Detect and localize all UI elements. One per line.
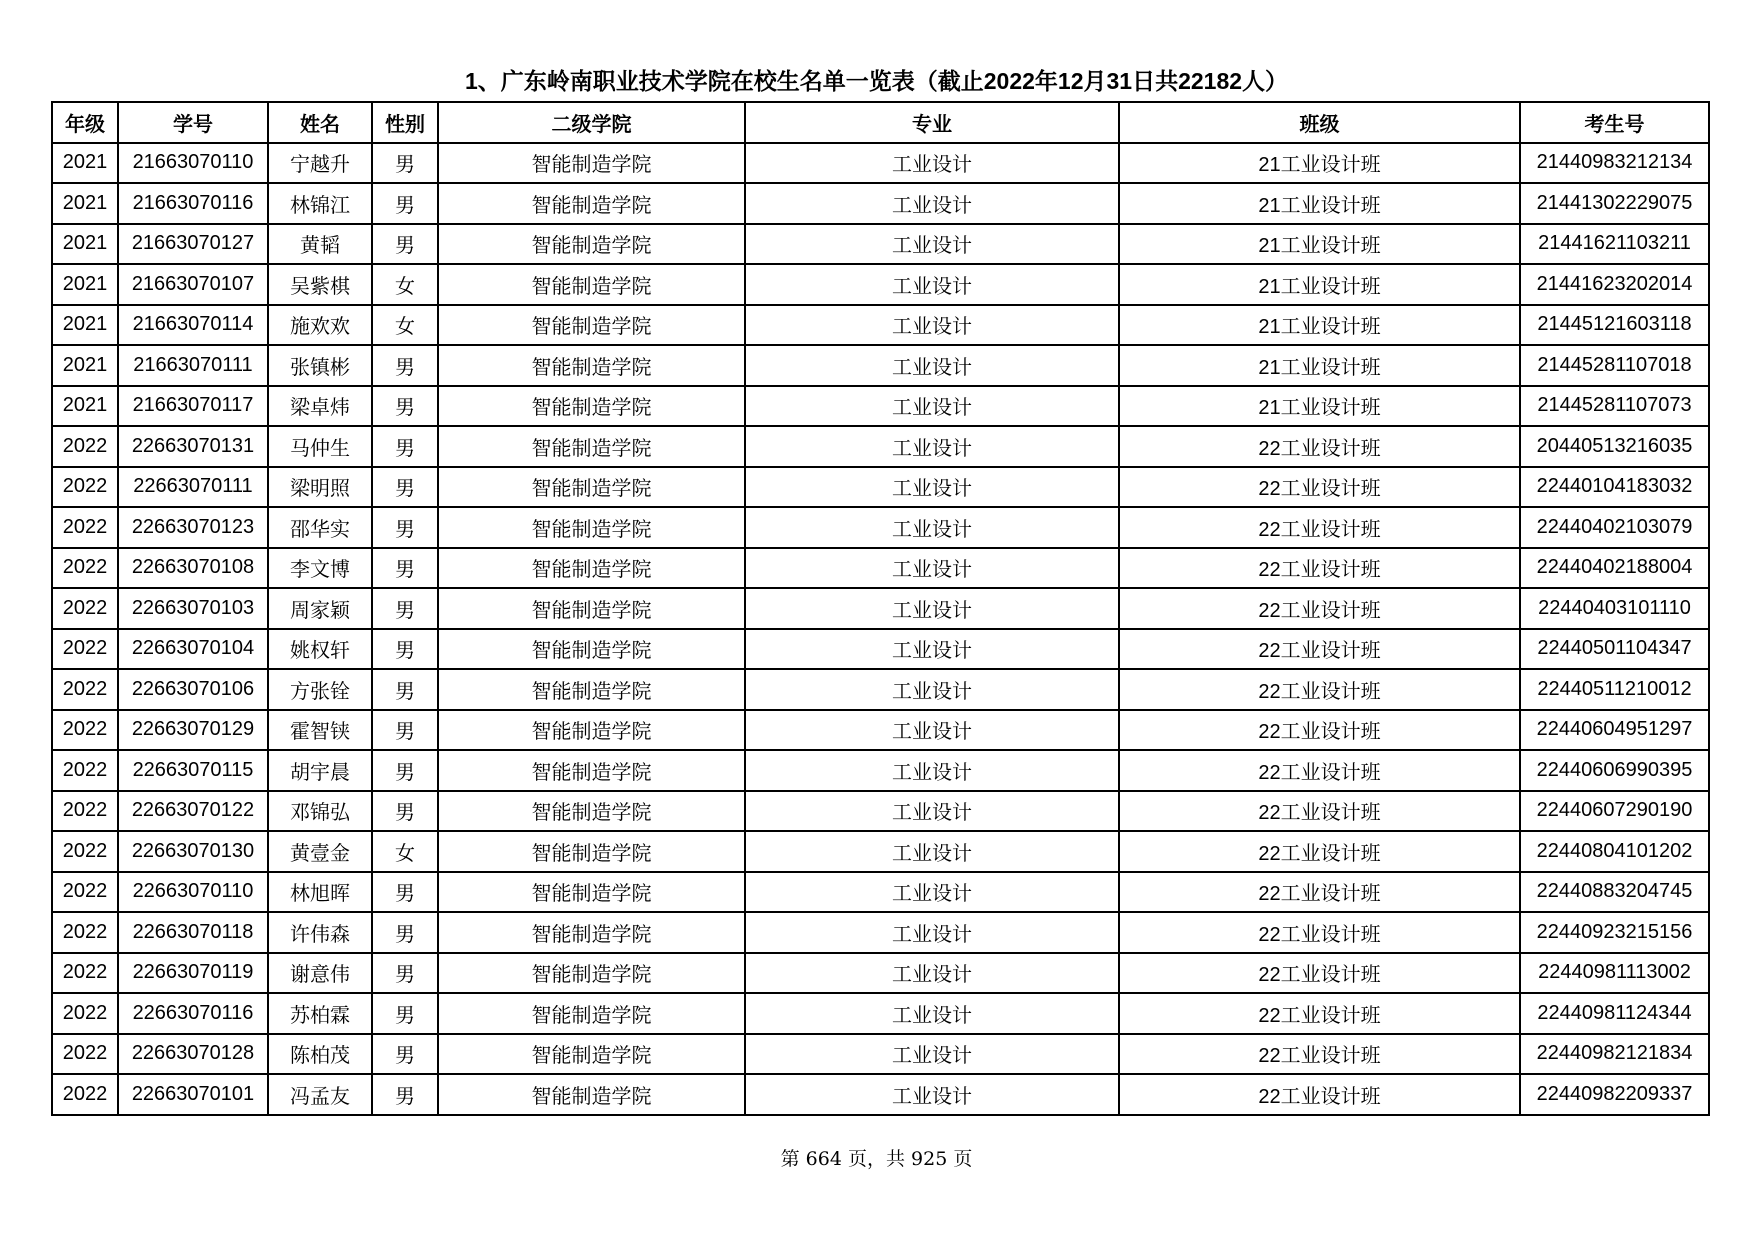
cell-college: 智能制造学院 bbox=[438, 912, 745, 953]
cell-college: 智能制造学院 bbox=[438, 548, 745, 589]
cell-class: 21工业设计班 bbox=[1119, 386, 1520, 427]
cell-gender: 男 bbox=[372, 953, 438, 994]
cell-college: 智能制造学院 bbox=[438, 669, 745, 710]
cell-college: 智能制造学院 bbox=[438, 1034, 745, 1075]
table-row bbox=[52, 183, 1709, 224]
table-row bbox=[52, 224, 1709, 265]
cell-exam-number: 21440983212134 bbox=[1520, 143, 1709, 184]
cell-name: 黄韬 bbox=[268, 224, 372, 265]
cell-major: 工业设计 bbox=[745, 507, 1119, 548]
column-header-student-id: 学号 bbox=[118, 102, 268, 143]
column-header-college: 二级学院 bbox=[438, 102, 745, 143]
cell-gender: 男 bbox=[372, 548, 438, 589]
cell-exam-number: 22440104183032 bbox=[1520, 467, 1709, 508]
table-row bbox=[52, 507, 1709, 548]
cell-major: 工业设计 bbox=[745, 1074, 1119, 1115]
table-row bbox=[52, 669, 1709, 710]
cell-student-id: 22663070116 bbox=[118, 993, 268, 1034]
cell-exam-number: 22440511210012 bbox=[1520, 669, 1709, 710]
cell-grade: 2021 bbox=[52, 143, 118, 184]
cell-student-id: 22663070103 bbox=[118, 588, 268, 629]
cell-class: 22工业设计班 bbox=[1119, 1034, 1520, 1075]
cell-class: 22工业设计班 bbox=[1119, 1074, 1520, 1115]
cell-name: 许伟森 bbox=[268, 912, 372, 953]
cell-grade: 2021 bbox=[52, 305, 118, 346]
cell-student-id: 21663070107 bbox=[118, 264, 268, 305]
cell-college: 智能制造学院 bbox=[438, 305, 745, 346]
column-header-exam-number: 考生号 bbox=[1520, 102, 1709, 143]
table-header-row bbox=[52, 102, 1709, 143]
table-row bbox=[52, 710, 1709, 751]
cell-gender: 男 bbox=[372, 872, 438, 913]
cell-gender: 男 bbox=[372, 426, 438, 467]
table-row bbox=[52, 264, 1709, 305]
table-row bbox=[52, 831, 1709, 872]
cell-name: 张镇彬 bbox=[268, 345, 372, 386]
cell-student-id: 21663070117 bbox=[118, 386, 268, 427]
cell-grade: 2022 bbox=[52, 588, 118, 629]
cell-gender: 男 bbox=[372, 386, 438, 427]
cell-grade: 2022 bbox=[52, 467, 118, 508]
cell-exam-number: 22440402103079 bbox=[1520, 507, 1709, 548]
cell-major: 工业设计 bbox=[745, 467, 1119, 508]
cell-class: 22工业设计班 bbox=[1119, 629, 1520, 670]
cell-class: 22工业设计班 bbox=[1119, 710, 1520, 751]
cell-exam-number: 22440982209337 bbox=[1520, 1074, 1709, 1115]
cell-college: 智能制造学院 bbox=[438, 224, 745, 265]
cell-exam-number: 22440606990395 bbox=[1520, 750, 1709, 791]
cell-gender: 男 bbox=[372, 993, 438, 1034]
cell-college: 智能制造学院 bbox=[438, 345, 745, 386]
table-row bbox=[52, 912, 1709, 953]
cell-exam-number: 22440403101110 bbox=[1520, 588, 1709, 629]
cell-major: 工业设计 bbox=[745, 345, 1119, 386]
table-row bbox=[52, 993, 1709, 1034]
cell-grade: 2022 bbox=[52, 831, 118, 872]
table-row bbox=[52, 467, 1709, 508]
column-header-class: 班级 bbox=[1119, 102, 1520, 143]
cell-name: 方张铨 bbox=[268, 669, 372, 710]
cell-gender: 男 bbox=[372, 507, 438, 548]
cell-student-id: 21663070111 bbox=[118, 345, 268, 386]
cell-exam-number: 22440501104347 bbox=[1520, 629, 1709, 670]
cell-college: 智能制造学院 bbox=[438, 993, 745, 1034]
cell-gender: 男 bbox=[372, 183, 438, 224]
cell-grade: 2022 bbox=[52, 629, 118, 670]
cell-major: 工业设计 bbox=[745, 426, 1119, 467]
cell-grade: 2022 bbox=[52, 548, 118, 589]
table-row bbox=[52, 629, 1709, 670]
column-header-major: 专业 bbox=[745, 102, 1119, 143]
cell-college: 智能制造学院 bbox=[438, 588, 745, 629]
table-row bbox=[52, 872, 1709, 913]
cell-college: 智能制造学院 bbox=[438, 872, 745, 913]
cell-gender: 男 bbox=[372, 629, 438, 670]
cell-major: 工业设计 bbox=[745, 872, 1119, 913]
cell-major: 工业设计 bbox=[745, 993, 1119, 1034]
cell-name: 胡宇晨 bbox=[268, 750, 372, 791]
cell-student-id: 22663070101 bbox=[118, 1074, 268, 1115]
cell-student-id: 21663070114 bbox=[118, 305, 268, 346]
cell-grade: 2022 bbox=[52, 953, 118, 994]
cell-student-id: 22663070111 bbox=[118, 467, 268, 508]
cell-name: 周家颖 bbox=[268, 588, 372, 629]
cell-major: 工业设计 bbox=[745, 224, 1119, 265]
cell-exam-number: 22440883204745 bbox=[1520, 872, 1709, 913]
cell-college: 智能制造学院 bbox=[438, 710, 745, 751]
cell-college: 智能制造学院 bbox=[438, 507, 745, 548]
table-row bbox=[52, 305, 1709, 346]
cell-class: 21工业设计班 bbox=[1119, 345, 1520, 386]
cell-college: 智能制造学院 bbox=[438, 426, 745, 467]
cell-grade: 2022 bbox=[52, 791, 118, 832]
cell-college: 智能制造学院 bbox=[438, 831, 745, 872]
cell-college: 智能制造学院 bbox=[438, 953, 745, 994]
table-body bbox=[52, 143, 1709, 1115]
table-row bbox=[52, 1074, 1709, 1115]
cell-name: 邵华实 bbox=[268, 507, 372, 548]
cell-student-id: 22663070131 bbox=[118, 426, 268, 467]
cell-student-id: 22663070128 bbox=[118, 1034, 268, 1075]
cell-college: 智能制造学院 bbox=[438, 143, 745, 184]
cell-student-id: 21663070116 bbox=[118, 183, 268, 224]
cell-grade: 2022 bbox=[52, 912, 118, 953]
cell-name: 李文博 bbox=[268, 548, 372, 589]
cell-grade: 2022 bbox=[52, 993, 118, 1034]
student-roster-table bbox=[51, 101, 1710, 1116]
column-header-name: 姓名 bbox=[268, 102, 372, 143]
cell-exam-number: 22440402188004 bbox=[1520, 548, 1709, 589]
cell-gender: 男 bbox=[372, 669, 438, 710]
cell-gender: 男 bbox=[372, 1074, 438, 1115]
cell-grade: 2022 bbox=[52, 710, 118, 751]
cell-exam-number: 21445281107073 bbox=[1520, 386, 1709, 427]
cell-grade: 2022 bbox=[52, 669, 118, 710]
cell-exam-number: 22440804101202 bbox=[1520, 831, 1709, 872]
cell-student-id: 22663070119 bbox=[118, 953, 268, 994]
page-footer: 第 664 页，共 925 页 bbox=[780, 1148, 973, 1170]
table-row bbox=[52, 953, 1709, 994]
cell-gender: 男 bbox=[372, 588, 438, 629]
cell-major: 工业设计 bbox=[745, 143, 1119, 184]
cell-major: 工业设计 bbox=[745, 710, 1119, 751]
cell-exam-number: 22440981113002 bbox=[1520, 953, 1709, 994]
cell-gender: 男 bbox=[372, 750, 438, 791]
cell-student-id: 22663070108 bbox=[118, 548, 268, 589]
cell-exam-number: 20440513216035 bbox=[1520, 426, 1709, 467]
cell-name: 苏柏霖 bbox=[268, 993, 372, 1034]
cell-exam-number: 21441621103211 bbox=[1520, 224, 1709, 265]
cell-major: 工业设计 bbox=[745, 912, 1119, 953]
cell-name: 冯孟友 bbox=[268, 1074, 372, 1115]
cell-college: 智能制造学院 bbox=[438, 629, 745, 670]
cell-college: 智能制造学院 bbox=[438, 1074, 745, 1115]
cell-exam-number: 21445121603118 bbox=[1520, 305, 1709, 346]
cell-student-id: 22663070123 bbox=[118, 507, 268, 548]
cell-major: 工业设计 bbox=[745, 183, 1119, 224]
cell-class: 22工业设计班 bbox=[1119, 953, 1520, 994]
cell-name: 林旭晖 bbox=[268, 872, 372, 913]
cell-class: 22工业设计班 bbox=[1119, 669, 1520, 710]
cell-student-id: 22663070115 bbox=[118, 750, 268, 791]
cell-name: 姚权轩 bbox=[268, 629, 372, 670]
cell-student-id: 21663070110 bbox=[118, 143, 268, 184]
cell-grade: 2022 bbox=[52, 872, 118, 913]
cell-class: 22工业设计班 bbox=[1119, 912, 1520, 953]
cell-gender: 男 bbox=[372, 791, 438, 832]
cell-major: 工业设计 bbox=[745, 629, 1119, 670]
cell-name: 霍智铗 bbox=[268, 710, 372, 751]
cell-student-id: 22663070106 bbox=[118, 669, 268, 710]
cell-major: 工业设计 bbox=[745, 386, 1119, 427]
cell-class: 21工业设计班 bbox=[1119, 264, 1520, 305]
cell-major: 工业设计 bbox=[745, 669, 1119, 710]
cell-class: 22工业设计班 bbox=[1119, 750, 1520, 791]
cell-name: 黄壹金 bbox=[268, 831, 372, 872]
cell-college: 智能制造学院 bbox=[438, 791, 745, 832]
cell-major: 工业设计 bbox=[745, 791, 1119, 832]
cell-student-id: 22663070130 bbox=[118, 831, 268, 872]
cell-major: 工业设计 bbox=[745, 588, 1119, 629]
cell-gender: 男 bbox=[372, 912, 438, 953]
cell-college: 智能制造学院 bbox=[438, 467, 745, 508]
cell-grade: 2021 bbox=[52, 386, 118, 427]
table-row bbox=[52, 1034, 1709, 1075]
cell-name: 林锦江 bbox=[268, 183, 372, 224]
cell-exam-number: 21445281107018 bbox=[1520, 345, 1709, 386]
cell-exam-number: 22440604951297 bbox=[1520, 710, 1709, 751]
cell-class: 22工业设计班 bbox=[1119, 426, 1520, 467]
cell-grade: 2022 bbox=[52, 426, 118, 467]
cell-student-id: 22663070104 bbox=[118, 629, 268, 670]
cell-class: 21工业设计班 bbox=[1119, 183, 1520, 224]
cell-gender: 女 bbox=[372, 305, 438, 346]
cell-gender: 男 bbox=[372, 1034, 438, 1075]
cell-class: 22工业设计班 bbox=[1119, 831, 1520, 872]
cell-student-id: 22663070118 bbox=[118, 912, 268, 953]
cell-grade: 2021 bbox=[52, 183, 118, 224]
cell-gender: 女 bbox=[372, 831, 438, 872]
cell-exam-number: 21441302229075 bbox=[1520, 183, 1709, 224]
table-row bbox=[52, 750, 1709, 791]
cell-gender: 男 bbox=[372, 224, 438, 265]
cell-college: 智能制造学院 bbox=[438, 750, 745, 791]
cell-gender: 男 bbox=[372, 710, 438, 751]
cell-name: 施欢欢 bbox=[268, 305, 372, 346]
cell-grade: 2021 bbox=[52, 345, 118, 386]
cell-gender: 男 bbox=[372, 467, 438, 508]
cell-major: 工业设计 bbox=[745, 750, 1119, 791]
column-header-gender: 性别 bbox=[372, 102, 438, 143]
cell-college: 智能制造学院 bbox=[438, 264, 745, 305]
cell-class: 21工业设计班 bbox=[1119, 305, 1520, 346]
table-row bbox=[52, 345, 1709, 386]
cell-grade: 2022 bbox=[52, 507, 118, 548]
cell-major: 工业设计 bbox=[745, 1034, 1119, 1075]
cell-class: 21工业设计班 bbox=[1119, 224, 1520, 265]
cell-name: 宁越升 bbox=[268, 143, 372, 184]
cell-major: 工业设计 bbox=[745, 953, 1119, 994]
table-row bbox=[52, 386, 1709, 427]
table-row bbox=[52, 143, 1709, 184]
cell-major: 工业设计 bbox=[745, 264, 1119, 305]
cell-exam-number: 22440982121834 bbox=[1520, 1034, 1709, 1075]
cell-gender: 男 bbox=[372, 345, 438, 386]
cell-grade: 2022 bbox=[52, 1074, 118, 1115]
cell-college: 智能制造学院 bbox=[438, 183, 745, 224]
cell-college: 智能制造学院 bbox=[438, 386, 745, 427]
cell-exam-number: 22440607290190 bbox=[1520, 791, 1709, 832]
cell-class: 22工业设计班 bbox=[1119, 548, 1520, 589]
cell-class: 22工业设计班 bbox=[1119, 791, 1520, 832]
cell-major: 工业设计 bbox=[745, 831, 1119, 872]
cell-grade: 2021 bbox=[52, 224, 118, 265]
cell-class: 21工业设计班 bbox=[1119, 143, 1520, 184]
cell-class: 22工业设计班 bbox=[1119, 588, 1520, 629]
cell-class: 22工业设计班 bbox=[1119, 872, 1520, 913]
cell-name: 梁卓炜 bbox=[268, 386, 372, 427]
document-title: 1、广东岭南职业技术学院在校生名单一览表（截止2022年12月31日共22182人） bbox=[464, 68, 1289, 94]
cell-gender: 男 bbox=[372, 143, 438, 184]
cell-name: 谢意伟 bbox=[268, 953, 372, 994]
cell-class: 22工业设计班 bbox=[1119, 467, 1520, 508]
cell-class: 22工业设计班 bbox=[1119, 993, 1520, 1034]
cell-grade: 2022 bbox=[52, 1034, 118, 1075]
cell-exam-number: 21441623202014 bbox=[1520, 264, 1709, 305]
cell-name: 吴紫棋 bbox=[268, 264, 372, 305]
column-header-grade: 年级 bbox=[52, 102, 118, 143]
cell-grade: 2021 bbox=[52, 264, 118, 305]
cell-name: 梁明照 bbox=[268, 467, 372, 508]
table-row bbox=[52, 548, 1709, 589]
cell-class: 22工业设计班 bbox=[1119, 507, 1520, 548]
cell-student-id: 22663070122 bbox=[118, 791, 268, 832]
cell-major: 工业设计 bbox=[745, 305, 1119, 346]
cell-grade: 2022 bbox=[52, 750, 118, 791]
cell-name: 邓锦弘 bbox=[268, 791, 372, 832]
cell-name: 陈柏茂 bbox=[268, 1034, 372, 1075]
cell-exam-number: 22440981124344 bbox=[1520, 993, 1709, 1034]
table-row bbox=[52, 588, 1709, 629]
cell-major: 工业设计 bbox=[745, 548, 1119, 589]
cell-name: 马仲生 bbox=[268, 426, 372, 467]
cell-student-id: 22663070129 bbox=[118, 710, 268, 751]
cell-student-id: 21663070127 bbox=[118, 224, 268, 265]
cell-student-id: 22663070110 bbox=[118, 872, 268, 913]
table-row bbox=[52, 426, 1709, 467]
table-row bbox=[52, 791, 1709, 832]
cell-gender: 女 bbox=[372, 264, 438, 305]
cell-exam-number: 22440923215156 bbox=[1520, 912, 1709, 953]
